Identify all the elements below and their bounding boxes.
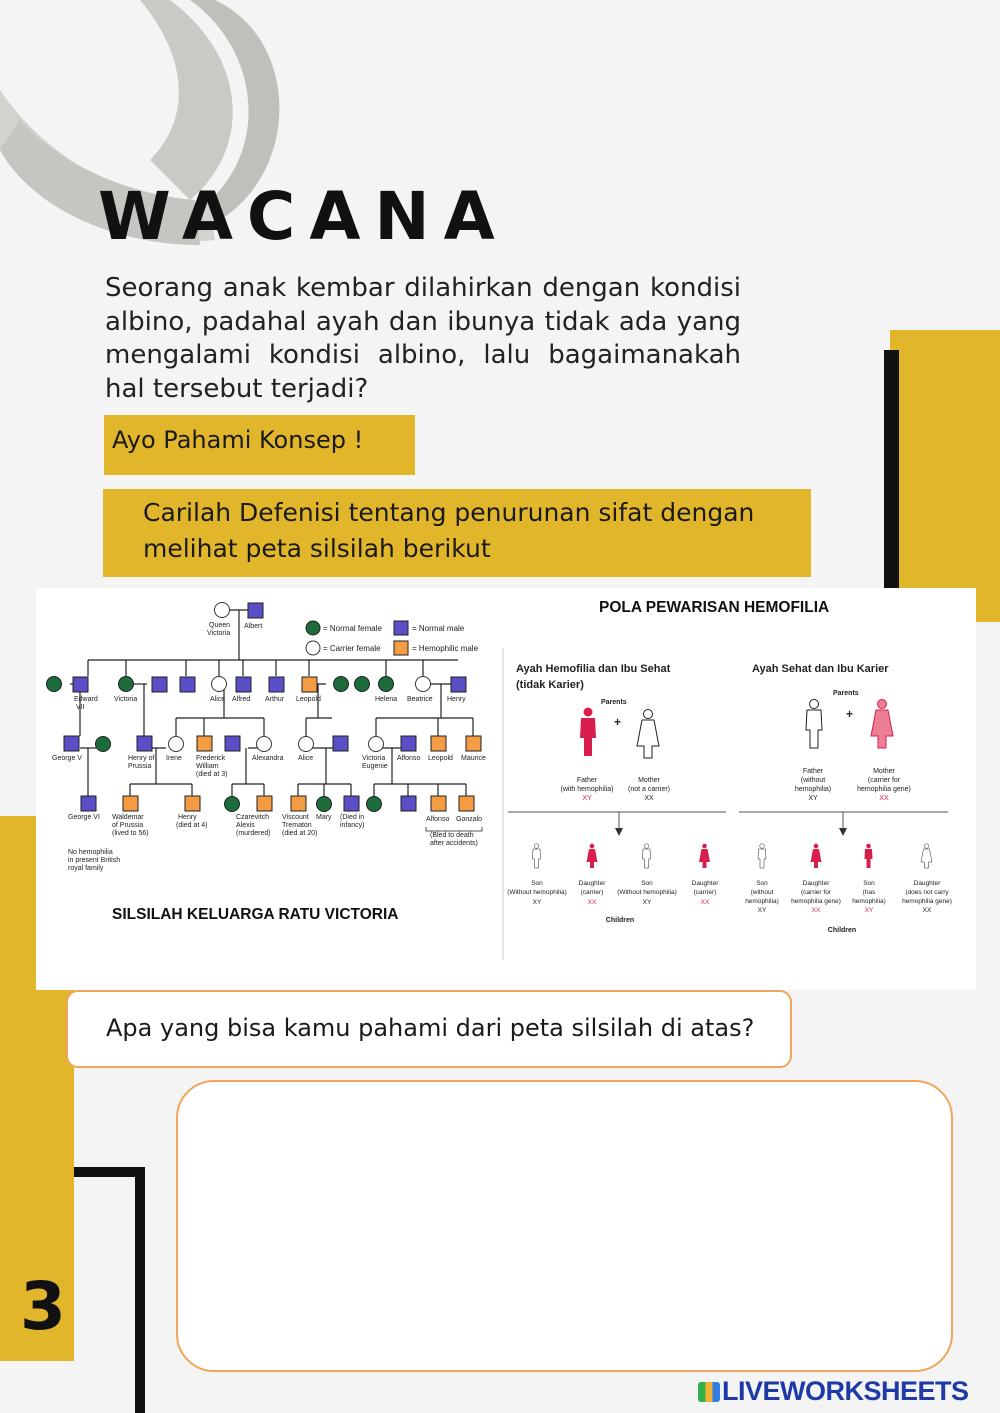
right-child-2-desc-1: (carrier for <box>801 889 831 896</box>
right-child-4-figure <box>921 844 932 868</box>
left-child-2-figure <box>587 844 598 868</box>
right-mother-label: Mother <box>873 768 895 775</box>
legend-normal-female: = Normal female <box>323 624 382 633</box>
pedigree-normal-female <box>225 797 240 812</box>
label-infancy: infancy) <box>340 822 365 829</box>
pedigree-carrier-female <box>212 677 227 692</box>
label-victoria-e: Victoria <box>362 755 386 762</box>
pedigree-hemophilic-male <box>291 796 306 811</box>
left-child-2-label: Daughter <box>578 880 606 887</box>
pedigree-normal-male <box>269 677 284 692</box>
left-heading-1: Ayah Hemofilia dan Ibu Sehat <box>516 663 671 675</box>
concept-label: Ayo Pahami Konsep ! <box>104 415 415 475</box>
label-albert: Albert <box>244 623 263 630</box>
pedigree-hemophilic-male <box>123 796 138 811</box>
pedigree-hemophilic-male <box>185 796 200 811</box>
legend-normal-male-icon <box>394 621 408 635</box>
label-george-vi: George VI <box>68 814 100 821</box>
question-box: Apa yang bisa kamu pahami dari peta silsilah di atas? <box>66 990 792 1068</box>
label-leopold-2: Leopold <box>428 755 453 762</box>
pedigree-normal-female <box>96 737 111 752</box>
right-child-1-label: Son <box>756 880 768 887</box>
right-child-3-figure <box>865 844 873 868</box>
label-william: William <box>196 763 219 770</box>
pedigree-hemophilic-male <box>197 736 212 751</box>
left-mother-desc: (not a carrier) <box>627 786 671 793</box>
label-died-at-20: (died at 20) <box>282 830 318 837</box>
label-henry-2: Henry <box>178 814 197 821</box>
right-child-4-xx: XX <box>922 907 932 914</box>
label-no-hemophilia: No hemophilia <box>68 849 113 856</box>
right-father-label: Father <box>802 768 824 775</box>
label-lived-56: (lived to 56) <box>112 830 149 837</box>
pedigree-normal-male <box>137 736 152 751</box>
pedigree-normal-female <box>379 677 394 692</box>
legend-carrier-female-icon <box>306 641 320 655</box>
left-father-xy: XY <box>582 795 592 802</box>
left-child-1-label: Son <box>531 880 543 887</box>
right-father-xy: XY <box>808 795 818 802</box>
right-child-1-desc-1: (without <box>750 889 774 896</box>
brand-text: LIVEWORKSHEETS <box>722 1376 969 1406</box>
left-child-3-desc: (Without hemophilia) <box>617 889 677 896</box>
pedigree-hemophilic-male <box>431 736 446 751</box>
left-child-3-xy: XY <box>642 899 652 906</box>
label-alexandra: Alexandra <box>252 755 284 762</box>
decor-yellow-right <box>890 330 1000 622</box>
svg-text:+: + <box>614 715 622 729</box>
pedigree-svg <box>36 588 976 990</box>
pedigree-normal-female <box>119 677 134 692</box>
pedigree-normal-male <box>152 677 167 692</box>
page-title: WACANA <box>98 178 509 255</box>
left-father-desc: (with hemophilia) <box>560 786 614 793</box>
pedigree-carrier-female <box>215 603 230 618</box>
left-father-label: Father <box>576 777 598 784</box>
left-child-3-figure <box>643 844 651 868</box>
left-child-1-xy: XY <box>532 899 542 906</box>
label-after-accidents: after accidents) <box>430 840 478 847</box>
pedigree-normal-male <box>225 736 240 751</box>
pedigree-carrier-female <box>257 737 272 752</box>
left-heading-2: (tidak Karier) <box>516 679 584 691</box>
right-child-2-figure <box>811 844 822 868</box>
label-leopold: Leopold <box>296 696 321 703</box>
label-alice-2: Alice <box>298 755 314 762</box>
pedigree-normal-male <box>180 677 195 692</box>
label-of-prussia: of Prussia <box>112 822 144 829</box>
label-eugenie: Eugenie <box>362 763 388 770</box>
decor-black-left <box>74 1172 140 1413</box>
right-child-2-label: Daughter <box>802 880 830 887</box>
right-child-2-desc-2: hemophilia gene) <box>791 898 841 905</box>
brand-icon <box>698 1382 720 1402</box>
label-present-british: in present British <box>68 857 121 864</box>
right-mother-desc-2: hemophilia gene) <box>857 786 911 793</box>
label-vii: VII <box>76 704 85 711</box>
right-mother-xx: XX <box>879 795 889 802</box>
label-maurice: Maurice <box>461 755 486 762</box>
pedigree-normal-male <box>451 677 466 692</box>
right-mother-desc-1: (carrier for <box>867 777 901 784</box>
left-child-4-figure <box>699 844 710 868</box>
label-george-v: George V <box>52 755 82 762</box>
label-died-at-4: (died at 4) <box>176 822 208 829</box>
task-line-1: Carilah Defenisi tentang penurunan sifat dengan <box>143 498 755 527</box>
right-child-3-xy: XY <box>864 907 874 914</box>
left-child-1-desc: (Without hemophilia) <box>507 889 567 896</box>
left-mother-label: Mother <box>638 777 660 784</box>
right-child-1-xy: XY <box>757 907 767 914</box>
pedigree-hemophilic-male <box>431 796 446 811</box>
label-henry-of: Henry of <box>128 755 155 762</box>
pedigree-carrier-female <box>169 737 184 752</box>
label-victoria-2: Victoria <box>114 696 138 703</box>
left-mother-xx: XX <box>644 795 654 802</box>
pedigree-normal-male <box>333 736 348 751</box>
pedigree-normal-male <box>81 796 96 811</box>
hemophilia-title: POLA PEWARISAN HEMOFILIA <box>599 599 830 616</box>
label-alice: Alice <box>210 696 226 703</box>
label-alexis: Alexis <box>236 822 255 829</box>
right-child-1-figure <box>758 844 766 868</box>
label-helena: Helena <box>375 696 398 703</box>
decor-arc-inner <box>140 0 233 200</box>
left-child-2-xx: XX <box>587 899 597 906</box>
right-father-desc-1: (without <box>800 777 826 784</box>
right-child-1-desc-2: hemophilia) <box>745 898 779 905</box>
pedigree-normal-male <box>248 603 263 618</box>
task-line-2: melihat peta silsilah berikut <box>143 534 491 563</box>
decor-black-right <box>884 350 899 588</box>
pedigree-figure <box>36 588 976 990</box>
label-prussia: Prussia <box>128 763 152 770</box>
label-died-at-3: (died at 3) <box>196 771 228 778</box>
left-child-3-label: Son <box>641 880 653 887</box>
pedigree-normal-female <box>367 797 382 812</box>
intro-paragraph: Seorang anak kembar dilahirkan dengan kondisi albino, padahal ayah dan ibunya tidak ada yang mengalami kondisi albino, lalu bagaimanakah hal tersebut terjadi? <box>105 273 741 404</box>
right-child-4-desc-1: (does not carry <box>905 889 949 896</box>
legend-carrier-female: = Carrier female <box>323 644 381 653</box>
legend-normal-female-icon <box>306 621 320 635</box>
label-irene: Irene <box>166 755 182 762</box>
svg-text:+: + <box>846 707 854 721</box>
brand-logo[interactable] <box>698 1376 969 1407</box>
pedigree-normal-female <box>317 797 332 812</box>
pedigree-normal-male <box>64 736 79 751</box>
pedigree-carrier-female <box>299 737 314 752</box>
label-bled: (Bled to death <box>430 832 474 839</box>
task-box <box>103 489 811 577</box>
pedigree-normal-male <box>401 736 416 751</box>
right-child-2-xx: XX <box>811 907 821 914</box>
pedigree-hemophilic-male <box>459 796 474 811</box>
pedigree-normal-female <box>355 677 370 692</box>
right-mother-figure <box>871 700 893 749</box>
right-heading-1: Ayah Sehat dan Ibu Karier <box>752 663 889 675</box>
label-waldemar: Waldemar <box>112 814 144 821</box>
right-father-desc-2: hemophilia) <box>794 786 832 793</box>
label-royal-family: royal family <box>68 865 104 872</box>
label-gonzalo: Gonzalo <box>456 816 483 823</box>
pedigree-carrier-female <box>416 677 431 692</box>
label-alfonso: Alfonso <box>397 755 421 762</box>
label-edward: Edward <box>74 696 98 703</box>
right-father-figure <box>806 700 822 749</box>
right-child-3-desc-2: hemophilia) <box>852 898 886 905</box>
label-czarevitch: Czarevitch <box>236 814 270 821</box>
left-child-4-label: Daughter <box>691 880 719 887</box>
right-parents-label: Parents <box>833 690 859 697</box>
left-child-1-figure <box>533 844 541 868</box>
pedigree-normal-female <box>334 677 349 692</box>
legend-hemophilic-male-icon <box>394 641 408 655</box>
label-mary: Mary <box>316 814 332 821</box>
pedigree-hemophilic-male <box>257 796 272 811</box>
pedigree-normal-male <box>236 677 251 692</box>
label-henry: Henry <box>447 696 466 703</box>
label-frederick: Frederick <box>196 755 226 762</box>
pedigree-caption: SILSILAH KELUARGA RATU VICTORIA <box>112 906 399 923</box>
label-arthur: Arthur <box>265 696 285 703</box>
right-child-4-desc-2: hemophilia gene) <box>902 898 952 905</box>
pedigree-hemophilic-male <box>302 677 317 692</box>
pedigree-carrier-female <box>369 737 384 752</box>
legend-normal-male: = Normal male <box>412 624 465 633</box>
right-children-label: Children <box>827 927 857 934</box>
label-trematon: Trematon <box>282 822 312 829</box>
label-queen: Queen <box>209 622 231 629</box>
left-parents-label: Parents <box>601 699 627 706</box>
pedigree-normal-male <box>73 677 88 692</box>
label-alfred: Alfred <box>232 696 251 703</box>
pedigree-normal-male <box>401 796 416 811</box>
label-victoria: Victoria <box>207 630 231 637</box>
label-murdered: (murdered) <box>236 830 271 837</box>
answer-field[interactable] <box>176 1080 953 1372</box>
pedigree-normal-female <box>47 677 62 692</box>
pedigree-normal-male <box>344 796 359 811</box>
label-died-in: (Died in <box>340 814 365 821</box>
legend-hemophilic-male: = Hemophilic male <box>412 644 479 653</box>
left-children-label: Children <box>605 917 635 924</box>
left-child-4-desc: (carrier) <box>693 889 717 896</box>
label-viscount: Viscount <box>282 814 309 821</box>
left-mother-figure <box>637 710 659 759</box>
pedigree-hemophilic-male <box>466 736 481 751</box>
right-child-4-label: Daughter <box>913 880 941 887</box>
right-child-3-label: Son <box>863 880 875 887</box>
right-child-3-desc-1: (has <box>862 889 876 896</box>
label-beatrice: Beatrice <box>407 696 433 703</box>
page-number: 3 <box>20 1268 66 1345</box>
label-alfonso-2: Alfonso <box>426 816 450 823</box>
left-child-2-desc: (carrier) <box>580 889 604 896</box>
left-father-figure <box>580 708 596 757</box>
left-child-4-xx: XX <box>700 899 710 906</box>
